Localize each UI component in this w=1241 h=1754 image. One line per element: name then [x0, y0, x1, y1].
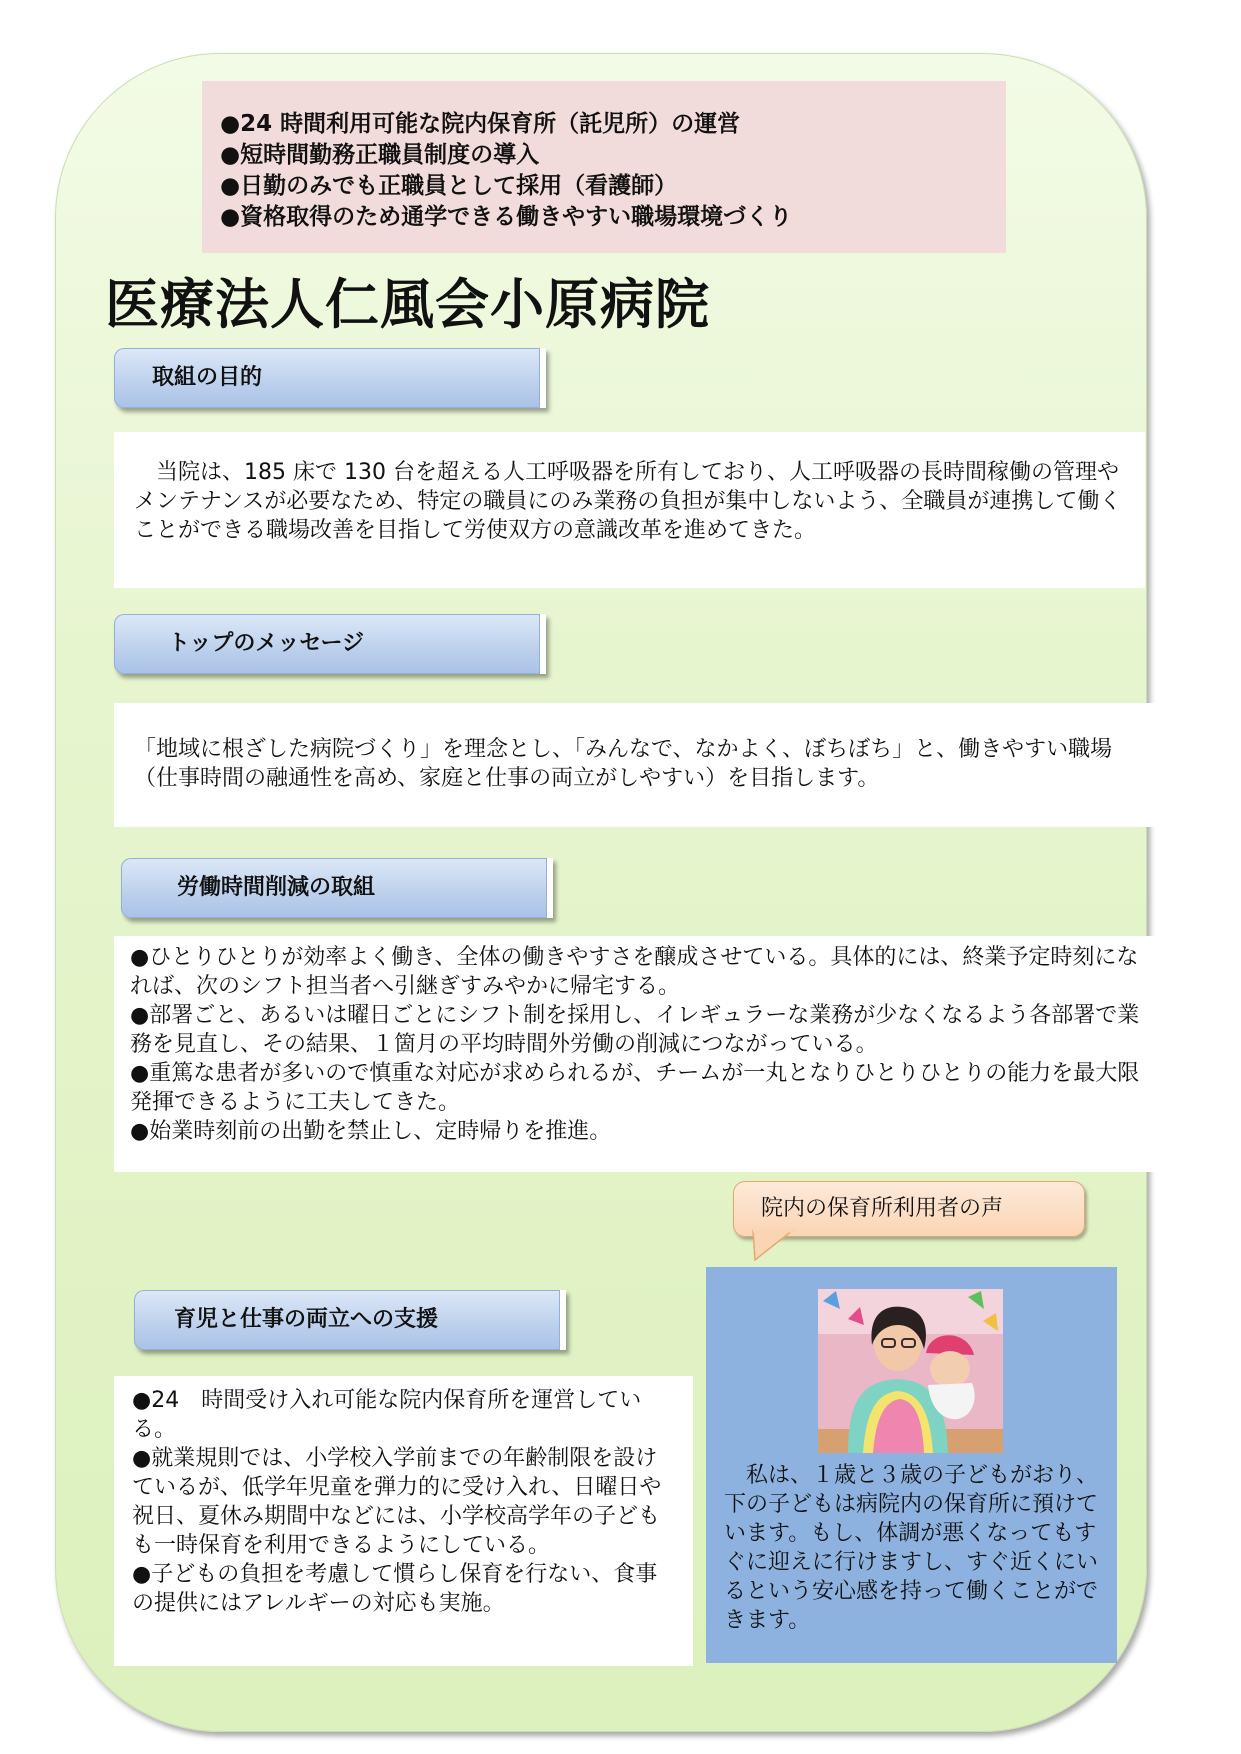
hours-item: ●部署ごと、あるいは曜日ごとにシフト制を採用し、イレギュラーな業務が少なくなるよう各部署で業務を見直し、その結果、１箇月の平均時間外労働の削減につながっている。 [130, 1003, 1140, 1057]
section-heading: トップのメッセージ [168, 631, 365, 656]
childcare-item: ●24 時間受け入れ可能な院内保育所を運営している。 [132, 1388, 642, 1442]
section-tab-childcare [134, 1290, 566, 1350]
highlight-item: ●日勤のみでも正職員として採用（看護師） [220, 173, 678, 199]
hours-box [114, 936, 1158, 1172]
section-tab-message [114, 614, 546, 674]
hours-item: ●重篤な患者が多いので慎重な対応が求められるが、チームが一丸となりひとりひとりの能力を最大限発揮できるように工夫してきた。 [130, 1061, 1140, 1115]
highlights-box [202, 81, 1006, 253]
childcare-box [114, 1376, 693, 1666]
purpose-box [114, 432, 1145, 588]
voice-bubble [733, 1181, 1085, 1237]
section-tab-hours [121, 858, 553, 918]
voice-bubble-label: 院内の保育所利用者の声 [761, 1196, 1004, 1221]
purpose-text: 当院は、185 床で 130 台を超える人工呼吸器を所有しており、人工呼吸器の長時間稼働の管理やメンテナンスが必要なため、特定の職員にのみ業務の負担が集中しないよう、全職員が連携して働くことができる職場改善を目指して労使双方の意識改革を進めてきた。 [134, 460, 1122, 543]
hours-item: ●ひとりひとりが効率よく働き、全体の働きやすさを醸成させている。具体的には、終業予定時刻になれば、次のシフト担当者へ引継ぎすみやかに帰宅する。 [130, 945, 1139, 999]
highlight-item: ●24 時間利用可能な院内保育所（託児所）の運営 [220, 111, 741, 137]
voice-box [706, 1267, 1117, 1663]
user-photo [818, 1289, 1003, 1453]
section-heading: 育児と仕事の両立への支援 [174, 1307, 439, 1332]
message-text: 「地域に根ざした病院づくり」を理念とし、「みんなで、なかよく、ぼちぼち」と、働きやすい職場（仕事時間の融通性を高め、家庭と仕事の両立がしやすい）を目指します。 [134, 737, 1113, 791]
message-box [114, 703, 1158, 827]
voice-text: 私は、１歳と３歳の子どもがおり、下の子どもは病院内の保育所に預けています。もし、体調が悪くなってもすぐに迎えに行けますし、すぐ近くにいるという安心感を持って働くことができます。 [724, 1463, 1099, 1633]
highlight-item: ●資格取得のため通学できる働きやすい職場環境づくり [220, 204, 793, 230]
childcare-item: ●就業規則では、小学校入学前までの年齢制限を設けているが、低学年児童を弾力的に受け入れ、日曜日や祝日、夏休み期間中などには、小学校高学年の子どもも一時保育を利用できるようにしている。 [132, 1446, 662, 1558]
mother-child-photo-icon [818, 1289, 1003, 1453]
childcare-item: ●子どもの負担を考慮して慣らし保育を行ない、食事の提供にはアレルギーの対応も実施。 [132, 1562, 658, 1616]
highlight-item: ●短時間勤務正職員制度の導入 [220, 142, 540, 168]
section-heading: 労働時間削減の取組 [177, 875, 376, 900]
hours-item: ●始業時刻前の出勤を禁止し、定時帰りを推進。 [130, 1119, 612, 1144]
page-title: 医療法人仁風会小原病院 [105, 273, 710, 336]
section-heading: 取組の目的 [152, 365, 263, 390]
bubble-tail-icon [745, 1230, 815, 1262]
section-tab-purpose [114, 348, 546, 408]
